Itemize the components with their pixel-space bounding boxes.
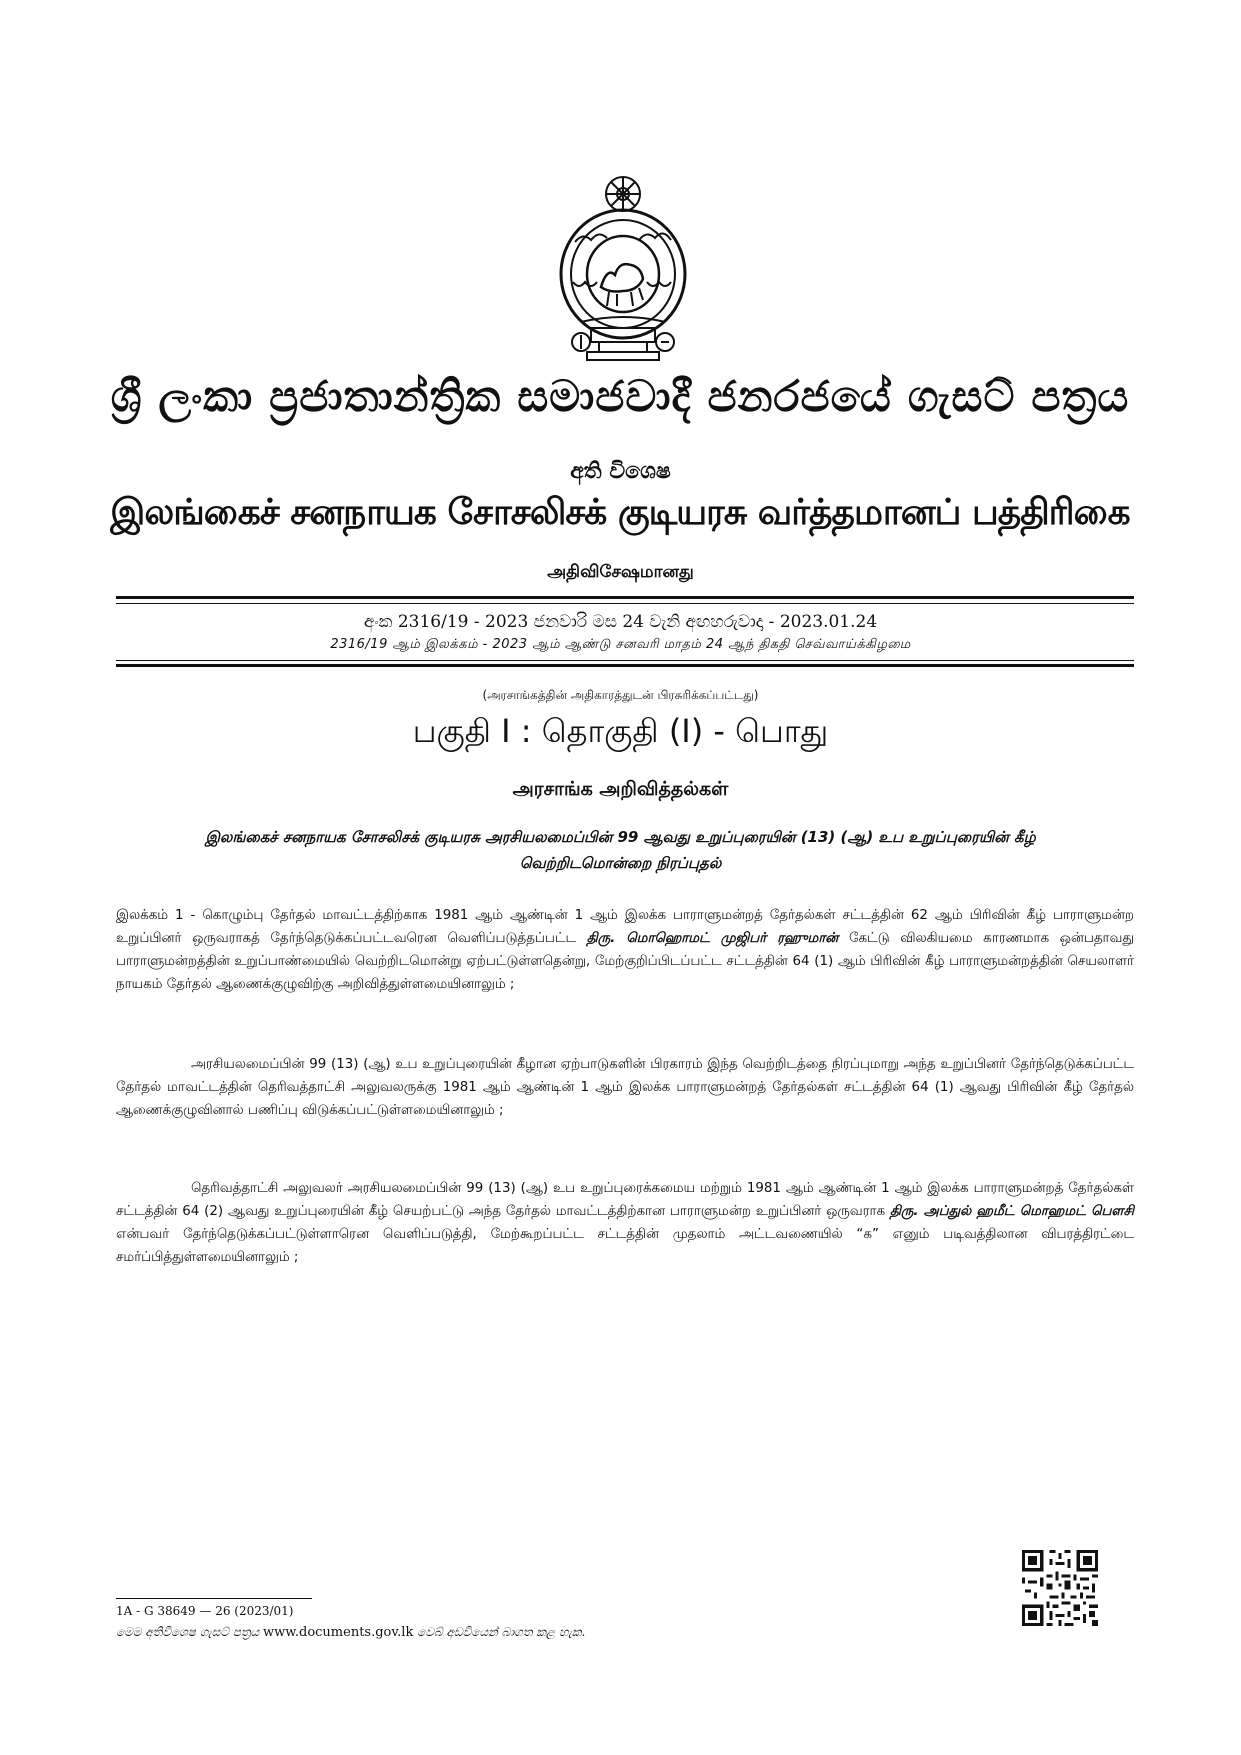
download-notice-after: වෙබ් අඩවියෙන් බාගත කළ හැක. xyxy=(417,1625,586,1639)
issue-line-tamil: 2316/19 ஆம் இலக்கம் - 2023 ஆம் ஆண்டு சனவரி மாதம் 24 ஆந் திகதி செவ்வாய்க்கிழமை xyxy=(330,637,911,652)
extraordinary-label-tamil: அதிவிசேஷமானது xyxy=(547,562,694,582)
footer-rule xyxy=(116,1598,312,1599)
member-name-elected: திரு. அப்துல் ஹமீட் மொஹமட் பௌசி xyxy=(889,1204,1134,1219)
state-emblem-icon xyxy=(551,172,695,368)
header-rule-top-thin xyxy=(116,603,1134,604)
issue-line-sinhala: අංක 2316/19 - 2023 ජනවාරි මස 24 වැනි අඟහරුවාදා - 2023.01.24 xyxy=(363,612,878,632)
paragraph-3 xyxy=(116,1177,1134,1269)
paragraph-3-text-b: என்பவர் தேர்ந்தெடுக்கப்பட்டுள்ளாரென வெளிப்படுத்தி, மேற்கூறப்பட்ட சட்டத்தின் முதலாம் அட்டவணையில் “க” எனும் படிவத்திலான விபரத்திரட்டை சமர்ப்பித்துள்ளமையினாலும் ; xyxy=(116,1227,1134,1265)
paragraph-3-text-a: தெரிவத்தாட்சி அலுவலர் அரசியலமைப்பின் 99 (13) (ஆ) உப உறுப்புரைக்கமைய மற்றும் 1981 ஆம் ஆண்டின் 1 ஆம் இலக்க பாராளுமன்றத் தேர்தல்கள் சட்டத்தின் 64 (2) ஆவது உறுப்புரையின் கீழ் செயற்பட்டு அந்த தேர்தல் மாவட்டத்திற்கான பாராளுமன்ற உறுப்பினர் ஒருவராக xyxy=(116,1181,1134,1219)
paragraph-2: அரசியலமைப்பின் 99 (13) (ஆ) உப உறுப்புரையின் கீழான ஏற்பாடுகளின் பிரகாரம் இந்த வெற்றிடத்தை நிரப்புமாறு அந்த உறுப்பினர் தேர்ந்தெடுக்கப்பட்ட தேர்தல் மாவட்டத்தின் தெரிவத்தாட்சி அலுவலருக்கு 1981 ஆம் ஆண்டின் 1 ஆம் இலக்க பாராளுமன்றத் தேர்தல்கள் சட்டத்தின் 64 (1) ஆவது பிரிவின் கீழ் தேர்தல் ஆணைக்குழுவினால் பணிப்பு விடுக்கப்பட்டுள்ளமையினாலும் ; xyxy=(116,1057,1134,1118)
member-name-resigned: திரு. மொஹொமட் முஜிபர் ரஹுமான் xyxy=(586,931,839,946)
part-title: பகுதி I : தொகுதி (I) - பொது xyxy=(412,712,829,750)
download-notice xyxy=(116,1625,585,1640)
paragraph-1-text-b: கேட்டு விலகியமை காரணமாக ஒன்பதாவது பாராளுமன்றத்தின் உறுப்பாண்மையில் வெற்றிடமொன்று ஏற்பட்டுள்ளதென்று, மேற்குறிப்பிடப்பட்ட சட்டத்தின் 64 (1) ஆம் பிரிவின் கீழ் பாராளுமன்றத்தின் செயலாளர் நாயகம் தேர்தல் ஆணைக்குழுவிற்கு அறிவித்துள்ளமையினாலும் ; xyxy=(116,931,1134,992)
gazette-reference: 1A - G 38649 — 26 (2023/01) xyxy=(116,1604,294,1618)
gazette-title-sinhala: ශ්‍රී ලංකා ප්‍රජාතාන්ත්‍රික සමාජවාදී ජනරජයේ ගැසට් පත්‍රය xyxy=(110,372,1130,422)
authority-note: (அரசாங்கத்தின் அதிகாரத்துடன் பிரசுரிக்கப்பட்டது) xyxy=(482,688,759,702)
gazette-title-tamil: இலங்கைச் சனநாயக சோசலிசக் குடியரசு வர்த்தமானப் பத்திரிகை xyxy=(110,492,1130,533)
paragraph-1 xyxy=(116,904,1134,996)
documents-website-link[interactable]: www.documents.gov.lk xyxy=(263,1625,414,1640)
header-rule-bottom-thick xyxy=(116,664,1134,667)
notice-heading: இலங்கைச் சனநாயக சோசலிசக் குடியரசு அரசியலமைப்பின் 99 ஆவது உறுப்புரையின் (13) (ஆ) உப உறுப்புரையின் கீழ் வெற்றிடமொன்றை நிரப்புதல் xyxy=(205,828,1036,872)
header-rule-bottom-thin xyxy=(116,660,1134,661)
extraordinary-label-sinhala: අති විශෙෂ xyxy=(570,458,671,484)
header-rule-top-thick xyxy=(116,596,1134,599)
section-title: அரசாங்க அறிவித்தல்கள் xyxy=(512,778,729,800)
paragraph-1-text-a: இலக்கம் 1 - கொழும்பு தேர்தல் மாவட்டத்திற்காக 1981 ஆம் ஆண்டின் 1 ஆம் இலக்க பாராளுமன்றத் தேர்தல்கள் சட்டத்தின் 62 ஆம் பிரிவின் கீழ் பாராளுமன்ற உறுப்பினர் ஒருவராகத் தேர்ந்தெடுக்கப்பட்டவரென வெளிப்படுத்தப்பட்ட xyxy=(116,908,1134,946)
download-notice-before: මෙම අතිවිශෙෂ ගැසට් පත්‍රය xyxy=(116,1625,260,1639)
qr-code-icon xyxy=(1022,1550,1098,1626)
